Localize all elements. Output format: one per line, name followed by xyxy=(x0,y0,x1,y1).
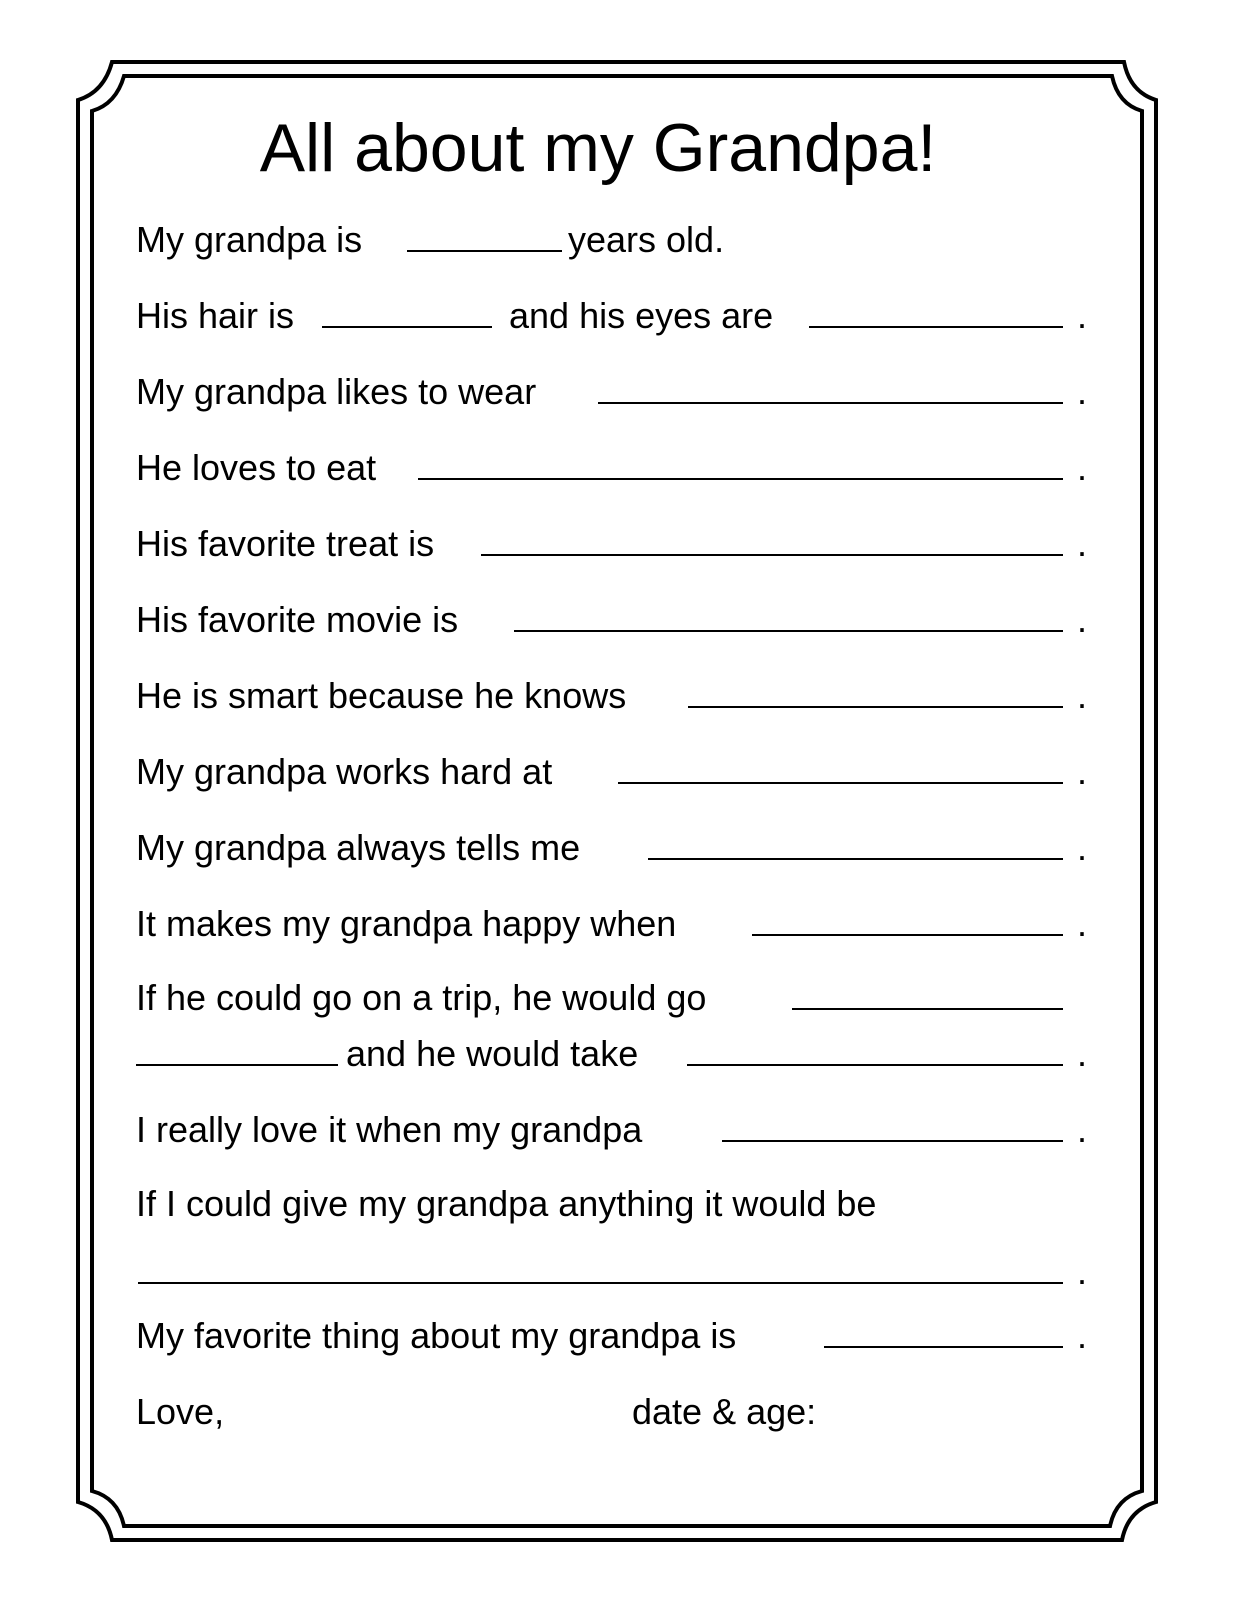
line-text: My favorite thing about my grandpa is xyxy=(136,1315,737,1356)
line-period: . xyxy=(1077,827,1088,868)
line-text: His favorite treat is xyxy=(136,523,435,564)
line-period: . xyxy=(1077,675,1088,716)
line-period: . xyxy=(1077,1315,1088,1356)
blank-take[interactable] xyxy=(687,1064,1063,1066)
line-text: My grandpa works hard at xyxy=(136,751,553,792)
line-period: . xyxy=(1077,447,1088,488)
blank-hair[interactable] xyxy=(322,326,492,328)
line-period: . xyxy=(1077,1033,1088,1074)
blank-knows[interactable] xyxy=(688,706,1063,708)
line-text: My grandpa is xyxy=(136,219,363,260)
line-text: He is smart because he knows xyxy=(136,675,627,716)
line-period: . xyxy=(1077,1251,1088,1292)
line-text: If I could give my grandpa anything it would be xyxy=(136,1183,877,1224)
line-text: I really love it when my grandpa xyxy=(136,1109,643,1150)
line-period: . xyxy=(1077,371,1088,412)
blank-tells[interactable] xyxy=(648,858,1063,860)
line-period: . xyxy=(1077,1109,1088,1150)
blank-eat[interactable] xyxy=(418,478,1063,480)
blank-favorite-thing[interactable] xyxy=(824,1346,1063,1348)
blank-trip-destination-cont[interactable] xyxy=(136,1064,338,1066)
line-text: My grandpa always tells me xyxy=(136,827,581,868)
line-text: It makes my grandpa happy when xyxy=(136,903,677,944)
blank-works[interactable] xyxy=(618,782,1063,784)
line-text: He loves to eat xyxy=(136,447,377,488)
blank-movie[interactable] xyxy=(514,630,1063,632)
line-text: years old. xyxy=(568,219,725,260)
line-text: His hair is xyxy=(136,295,295,336)
blank-wear[interactable] xyxy=(598,402,1063,404)
line-text: My grandpa likes to wear xyxy=(136,371,537,412)
blank-eyes[interactable] xyxy=(809,326,1063,328)
line-text: His favorite movie is xyxy=(136,599,459,640)
blank-age[interactable] xyxy=(407,250,562,252)
line-period: . xyxy=(1077,295,1088,336)
date-age-label: date & age: xyxy=(632,1391,817,1432)
love-label: Love, xyxy=(136,1391,225,1432)
blank-happy[interactable] xyxy=(752,934,1063,936)
blank-love-when[interactable] xyxy=(722,1140,1063,1142)
line-period: . xyxy=(1077,523,1088,564)
line-text: and he would take xyxy=(346,1033,639,1074)
blank-trip-destination[interactable] xyxy=(792,1008,1063,1010)
page-title: All about my Grandpa! xyxy=(259,110,937,186)
line-text: and his eyes are xyxy=(509,295,774,336)
blank-treat[interactable] xyxy=(481,554,1063,556)
line-period: . xyxy=(1077,599,1088,640)
line-period: . xyxy=(1077,751,1088,792)
blank-give[interactable] xyxy=(138,1282,1063,1284)
line-period: . xyxy=(1077,903,1088,944)
line-text: If he could go on a trip, he would go xyxy=(136,977,707,1018)
